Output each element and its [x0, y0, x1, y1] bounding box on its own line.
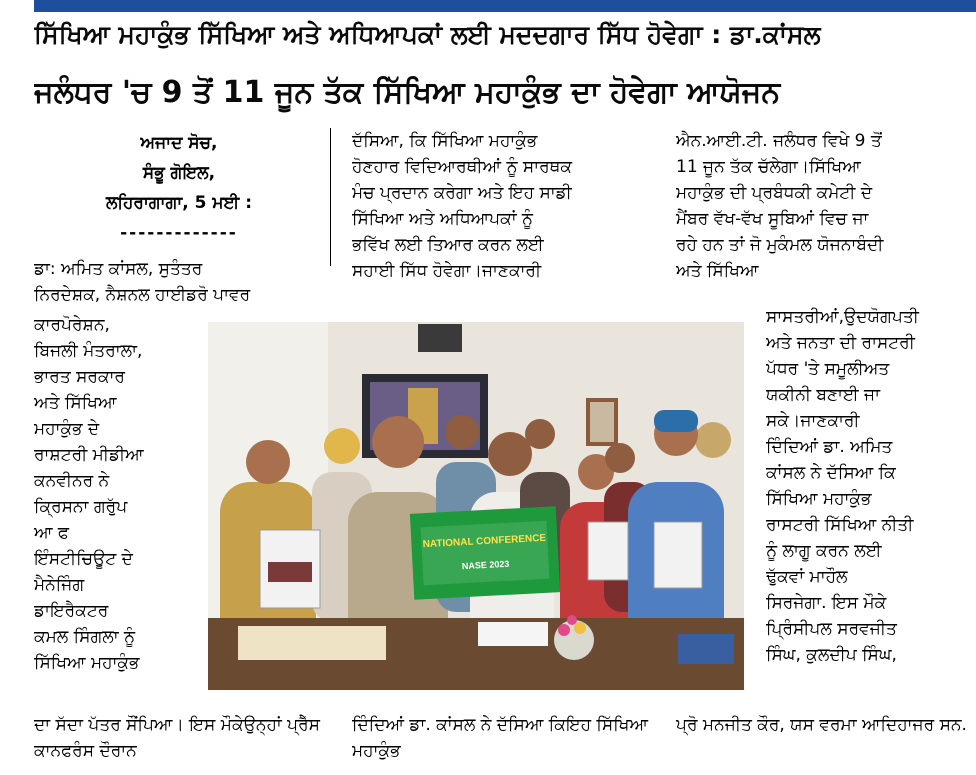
banner-title: NATIONAL CONFERENCE — [422, 532, 547, 551]
article-line: ਮੈਂਬਰ ਵੱਖ-ਵੱਖ ਸੂਬਿਆਂ ਵਿਚ ਜਾ — [676, 209, 869, 229]
byline-dashes: ------------- — [120, 223, 238, 243]
article-bottom-col2 — [352, 712, 657, 764]
article-line: ਕਮਲ ਸਿੰਗਲਾ ਨੂੰ — [34, 627, 136, 647]
article-line: ਨਿਰਦੇਸ਼ਕ, ਨੈਸ਼ਨਲ ਹਾਈਡਰੋ ਪਾਵਰ — [34, 285, 251, 305]
conference-banner — [410, 506, 560, 600]
article-line: ਉਨ੍ਹਾਂ ਪ੍ਰੈੱਸ ਕਾਨਫਰੰਸ ਦੌਰਾਨ — [34, 715, 320, 761]
article-line: ਅਤੇ ਜਨਤਾ ਦੀ ਰਾਸਟਰੀ — [766, 333, 915, 353]
article-line: ਕਾਰਪੋਰੇਸ਼ਨ, — [34, 315, 110, 335]
article-line: ਦਾ ਸੱਦਾ ਪੱਤਰ ਸੌਂਪਿਆ। ਇਸ ਮੌਕੇ — [34, 715, 244, 735]
article-line: ਮਹਾਕੁੰਭ ਦੇ — [34, 419, 100, 439]
article-line: ਕ੍ਰਿਸਨਾ ਗਰੁੱਪ — [34, 497, 128, 517]
article-line: ਸਹਾਈ ਸਿੱਧ ਹੋਵੇਗਾ।ਜਾਣਕਾਰੀ — [352, 261, 542, 281]
article-line: ਨੂੰ ਲਾਗੂ ਕਰਨ ਲਈ — [766, 541, 882, 561]
article-bottom-col3 — [676, 712, 976, 764]
article-line: ਪੱਧਰ 'ਤੇ ਸਮੂਲੀਅਤ — [766, 359, 890, 379]
article-line: ਸਾਸਤਰੀਆਂ,ਉਦਯੋਗਪਤੀ — [766, 307, 919, 327]
article-line: ਦਿੰਦਿਆਂ ਡਾ. ਕਾਂਸਲ ਨੇ ਦੱਸਿਆ ਕਿ — [352, 715, 566, 735]
article-line: ਪ੍ਰੋ ਮਨਜੀਤ ਕੌਰ, ਯਸ ਵਰਮਾ ਆਦਿ — [676, 715, 898, 735]
article-line: ਕਾਂਸਲ ਨੇ ਦੱਸਿਆ ਕਿ — [766, 463, 896, 483]
article-line: ਇੰਸਟੀਚਿਊਟ ਦੇ — [34, 549, 133, 569]
article-line: ਰਹੇ ਹਨ ਤਾਂ ਜੋ ਮੁਕੰਮਲ ਯੋਜਨਾਬੰਦੀ — [676, 235, 884, 255]
article-line: ਦੱਸਿਆ, ਕਿ ਸਿੱਖਿਆ ਮਹਾਕੁੰਭ — [352, 131, 538, 151]
article-line: ਅਤੇ ਸਿੱਖਿਆ — [34, 393, 117, 413]
article-line: ਇਹ ਸਿੱਖਿਆ ਮਹਾਕੁੰਭ — [352, 715, 648, 761]
article-line: ਬਿਜਲੀ ਮੰਤਰਾਲਾ, — [34, 341, 143, 361]
article-line: ਸਿੱਖਿਆ ਅਤੇ ਅਧਿਆਪਕਾਂ ਨੂੰ — [352, 209, 533, 229]
byline-place-date: ਲਹਿਰਾਗਾਗਾ, 5 ਮਈ : — [106, 193, 252, 213]
article-line: ਡਾਇਰੈਕਟਰ — [34, 601, 109, 621]
top-color-rule — [34, 0, 976, 12]
article-line: ਰਾਸਟਰੀ ਸਿੱਖਿਆ ਨੀਤੀ — [766, 515, 914, 535]
article-line: ਮੈਨੇਜਿੰਗ — [34, 575, 85, 595]
byline-reporter: ਸੰਭੂ ਗੋਇਲ, — [142, 163, 216, 183]
article-line: ਹਾਜਰ ਸਨ. — [897, 715, 967, 735]
wall-clock — [418, 324, 462, 352]
banner-year: NASE 2023 — [461, 558, 510, 572]
article-line: ਕਨਵੀਨਰ ਨੇ — [34, 471, 110, 491]
article-line: ਮੰਚ ਪ੍ਰਦਾਨ ਕਰੇਗਾ ਅਤੇ ਇਹ ਸਾਡੀ — [352, 183, 572, 203]
article-line: ਰਾਸ਼ਟਰੀ ਮੀਡੀਆ — [34, 445, 144, 465]
article-line: ਹੋਣਹਾਰ ਵਿਦਿਆਰਥੀਆਂ ਨੂੰ ਸਾਰਥਕ — [352, 157, 573, 177]
headline-main: ਸਿੱਖਿਆ ਮਹਾਕੁੰਭ ਸਿੱਖਿਆ ਅਤੇ ਅਧਿਆਪਕਾਂ ਲਈ ਮਦਦਗਾਰ ਸਿੱਧ ਹੋਵੇਗਾ : ਡਾ.ਕਾਂਸਲ — [34, 20, 821, 49]
article-bottom-col1 — [34, 712, 339, 764]
column-divider — [330, 128, 331, 266]
article-line: ਸਿਰਜੇਗਾ. ਇਸ ਮੌਕੇ — [766, 593, 887, 613]
article-col1-wide — [34, 256, 334, 308]
article-col3-top — [676, 128, 976, 304]
article-col2-top — [352, 128, 657, 304]
article-line: ਅਤੇ ਸਿੱਖਿਆ — [676, 261, 759, 281]
byline — [34, 128, 324, 248]
article-col1-narrow — [34, 312, 204, 712]
article-line: ਯਕੀਨੀ ਬਣਾਈ ਜਾ — [766, 385, 881, 405]
article-line: ਸਿੱਖਿਆ ਮਹਾਕੁੰਭ — [766, 489, 872, 509]
article-line: ਆ ਫ — [34, 523, 70, 543]
article-line: ਢੁੱਕਵਾਂ ਮਾਹੌਲ — [766, 567, 848, 587]
article-line: ਸਿੰਘ, ਕੁਲਦੀਪ ਸਿੰਘ, — [766, 645, 897, 665]
article-col3-narrow — [766, 304, 976, 712]
article-line: ਭਵਿੱਖ ਲਈ ਤਿਆਰ ਕਰਨ ਲਈ — [352, 235, 544, 255]
byline-paper: ਅਜਾਦ ਸੋਚ, — [140, 133, 218, 153]
headline-sub: ਜਲੰਧਰ 'ਚ 9 ਤੋਂ 11 ਜੂਨ ਤੱਕ ਸਿੱਖਿਆ ਮਹਾਕੁੰਭ ਦਾ ਹੋਵੇਗਾ ਆਯੋਜਨ — [34, 75, 781, 110]
article-line: ਦਿੰਦਿਆਂ ਡਾ. ਅਮਿਤ — [766, 437, 893, 457]
photo-illustration — [208, 322, 744, 690]
news-photo — [208, 322, 744, 690]
article-line: ਪ੍ਰਿੰਸੀਪਲ ਸਰਵਜੀਤ — [766, 619, 897, 639]
article-line: ਐਨ.ਆਈ.ਟੀ. ਜਲੰਧਰ ਵਿਖੇ 9 ਤੋਂ — [676, 131, 882, 151]
article-line: ਸਿੱਖਿਆ ਮਹਾਕੁੰਭ — [34, 653, 140, 673]
article-line: ਸਕੇ।ਜਾਣਕਾਰੀ — [766, 411, 860, 431]
article-line: 11 ਜੂਨ ਤੱਕ ਚੱਲੇਗਾ।ਸਿੱਖਿਆ — [676, 157, 861, 177]
article-line: ਭਾਰਤ ਸਰਕਾਰ — [34, 367, 125, 387]
article-line: ਡਾ: ਅਮਿਤ ਕਾਂਸਲ, ਸੁਤੰਤਰ — [34, 259, 203, 279]
article-line: ਮਹਾਕੁੰਭ ਦੀ ਪ੍ਰਬੰਧਕੀ ਕਮੇਟੀ ਦੇ — [676, 183, 873, 203]
